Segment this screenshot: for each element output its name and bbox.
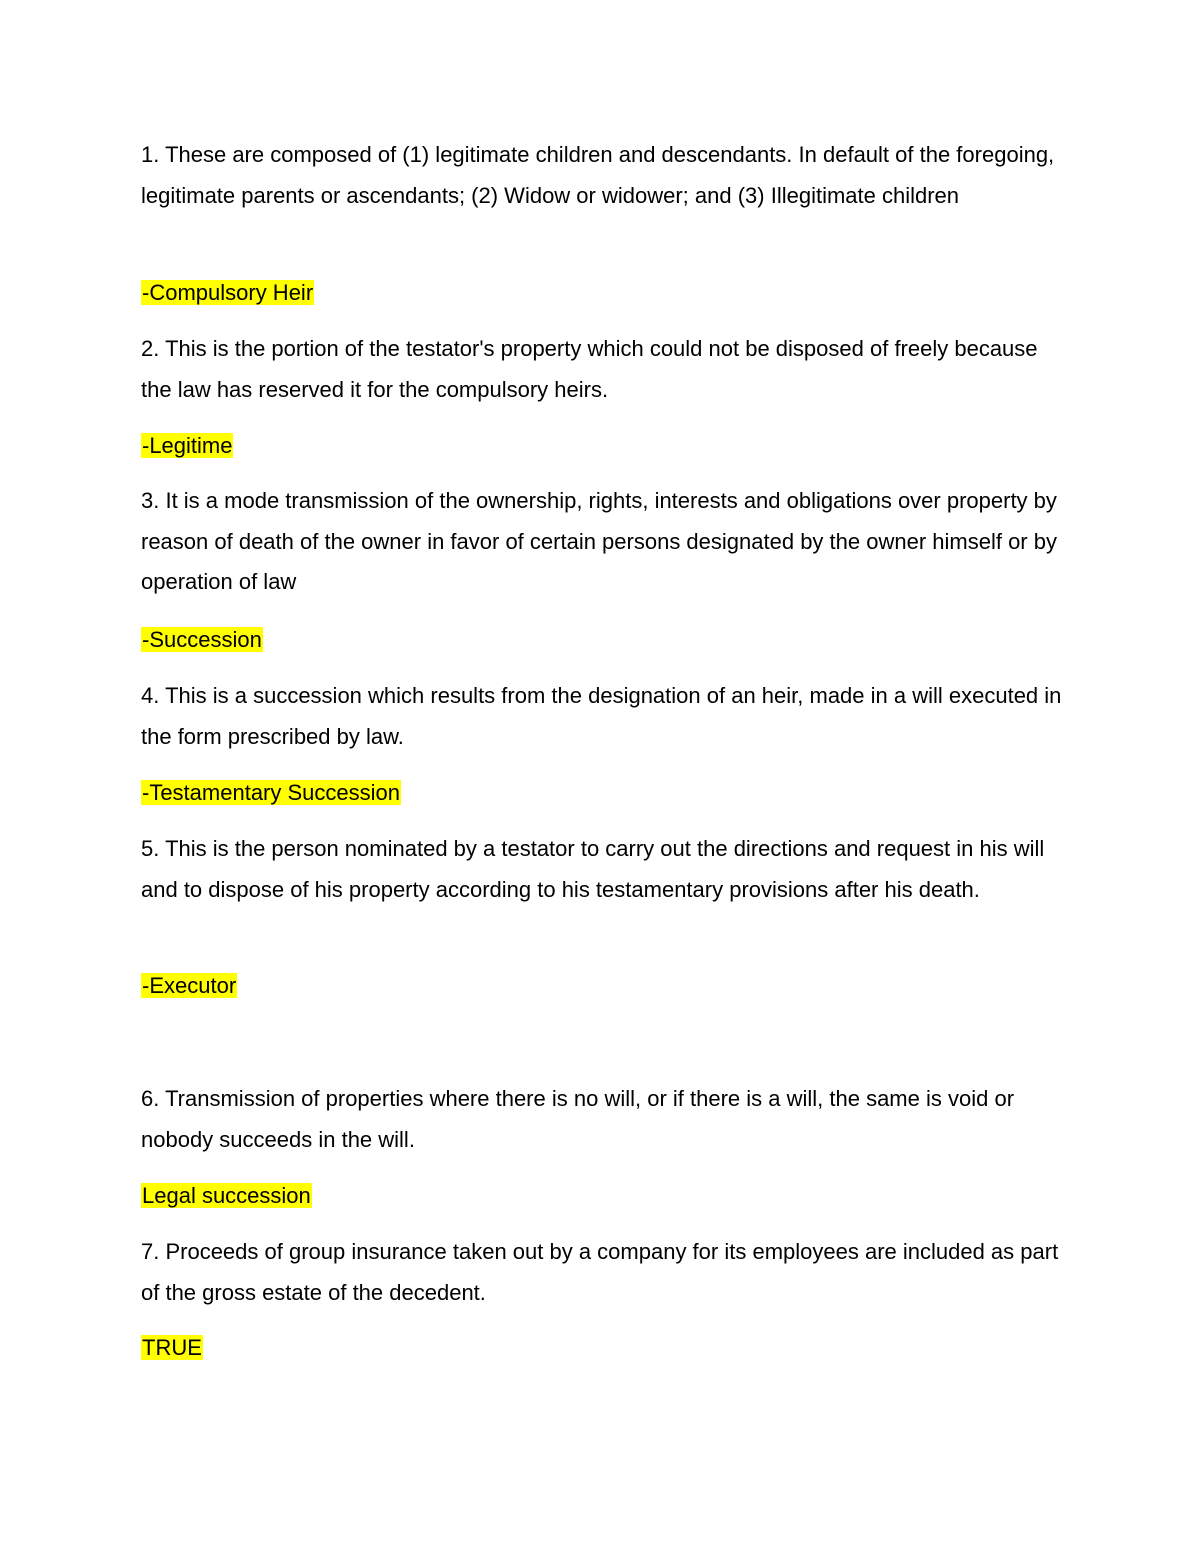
- answer-7: [141, 1332, 203, 1364]
- question-1: 1. These are composed of (1) legitimate children and descendants. In default of the foregoing, legitimate parents or ascendants; (2) Widow or widower; and (3) Illegitimate children: [141, 142, 1055, 208]
- question-4: 4. This is a succession which results from the designation of an heir, made in a will executed in the form prescribed by law.: [141, 683, 1062, 749]
- answer-5: [141, 970, 237, 1002]
- answer-5-highlight: -Executor: [142, 973, 237, 998]
- answer-4: [141, 777, 401, 809]
- answer-1-highlight: -Compulsory Heir: [142, 280, 314, 305]
- answer-1: [141, 277, 314, 309]
- question-5: 5. This is the person nominated by a testator to carry out the directions and request in his will and to dispose of his property according to his testamentary provisions after his death.: [141, 836, 1045, 902]
- question-2: 2. This is the portion of the testator's property which could not be disposed of freely because the law has reserved it for the compulsory heirs.: [141, 336, 1038, 402]
- answer-7-highlight: TRUE: [142, 1335, 202, 1360]
- answer-6-highlight: Legal succession: [142, 1183, 311, 1208]
- question-6: 6. Transmission of properties where there is no will, or if there is a will, the same is void or nobody succeeds in the will.: [141, 1086, 1015, 1152]
- answer-4-highlight: -Testamentary Succession: [142, 780, 400, 805]
- answer-2-highlight: -Legitime: [142, 433, 233, 458]
- question-3: 3. It is a mode transmission of the ownership, rights, interests and obligations over property by reason of death of the owner in favor of certain persons designated by the owner himself or by operation of law: [141, 488, 1057, 594]
- answer-3-highlight: -Succession: [142, 627, 262, 652]
- answer-3: [141, 624, 263, 656]
- question-7: 7. Proceeds of group insurance taken out by a company for its employees are included as part of the gross estate of the decedent.: [141, 1239, 1059, 1305]
- answer-6: [141, 1180, 312, 1212]
- answer-2: [141, 430, 233, 462]
